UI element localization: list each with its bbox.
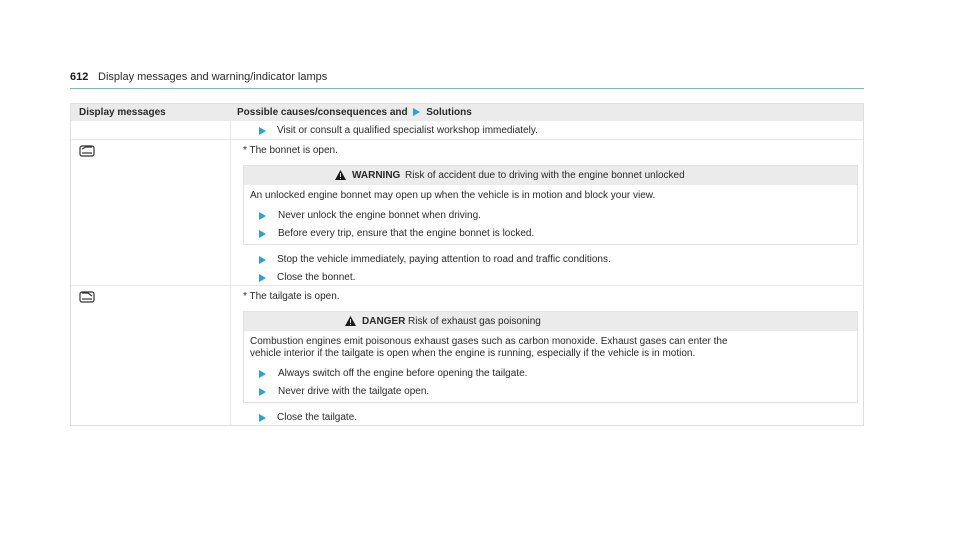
table-header [71, 104, 863, 121]
danger-step: Always switch off the engine before opening the tailgate. [278, 368, 528, 379]
danger-body-line-2: vehicle interior if the tailgate is open when the engine is running, especially if the vehicle is in motion. [250, 348, 696, 359]
warning-step: Before every trip, ensure that the engine bonnet is locked. [278, 228, 535, 239]
step-text: Close the tailgate. [277, 412, 358, 423]
step-text: Visit or consult a qualified specialist workshop immediately. [277, 125, 538, 136]
step-arrow-icon [259, 212, 266, 220]
page-title: Display messages and warning/indicator lamps [98, 71, 328, 83]
solutions-label: Solutions [426, 107, 472, 118]
page-header [70, 70, 864, 89]
step-arrow-icon [259, 274, 266, 282]
danger-step: Never drive with the tailgate open. [278, 386, 430, 397]
arrow-icon [413, 108, 420, 116]
causes-label: Possible causes/consequences and [237, 107, 408, 118]
step-text: Close the bonnet. [277, 272, 356, 283]
warning-header [244, 166, 857, 185]
step-arrow-icon [259, 230, 266, 238]
warning-body: An unlocked engine bonnet may open up when the vehicle is in motion and block your view. [250, 190, 656, 201]
warning-step: Never unlock the engine bonnet when driving. [278, 210, 481, 221]
step-text: Stop the vehicle immediately, paying attention to road and traffic conditions. [277, 254, 611, 265]
bonnet-open-icon [79, 145, 95, 157]
tailgate-open-icon [79, 291, 95, 303]
step-arrow-icon [259, 256, 266, 264]
warning-text: Risk of accident due to driving with the engine bonnet unlocked [405, 170, 685, 181]
warning-label: WARNING [352, 170, 401, 181]
danger-header [244, 312, 857, 331]
page-number: 612 [70, 71, 89, 83]
warning-triangle-icon [335, 170, 346, 180]
step-arrow-icon [259, 388, 266, 396]
cause-text-tailgate: * The tailgate is open. [243, 291, 340, 302]
danger-text: Risk of exhaust gas poisoning [408, 316, 541, 327]
cause-text-bonnet: * The bonnet is open. [243, 145, 338, 156]
danger-body-line-1: Combustion engines emit poisonous exhaust gases such as carbon monoxide. Exhaust gases can enter the [250, 336, 728, 347]
warning-triangle-icon [345, 316, 356, 326]
step-arrow-icon [259, 370, 266, 378]
display-messages-table [70, 103, 864, 426]
row-divider [71, 139, 863, 140]
warning-box [243, 165, 858, 245]
step-arrow-icon [259, 127, 266, 135]
step-arrow-icon [259, 414, 266, 422]
column-header-causes [237, 107, 472, 118]
danger-box [243, 311, 858, 403]
danger-label: DANGER [362, 316, 406, 327]
row-divider [71, 285, 863, 286]
column-header-display-messages: Display messages [79, 107, 166, 118]
column-divider [230, 121, 231, 425]
